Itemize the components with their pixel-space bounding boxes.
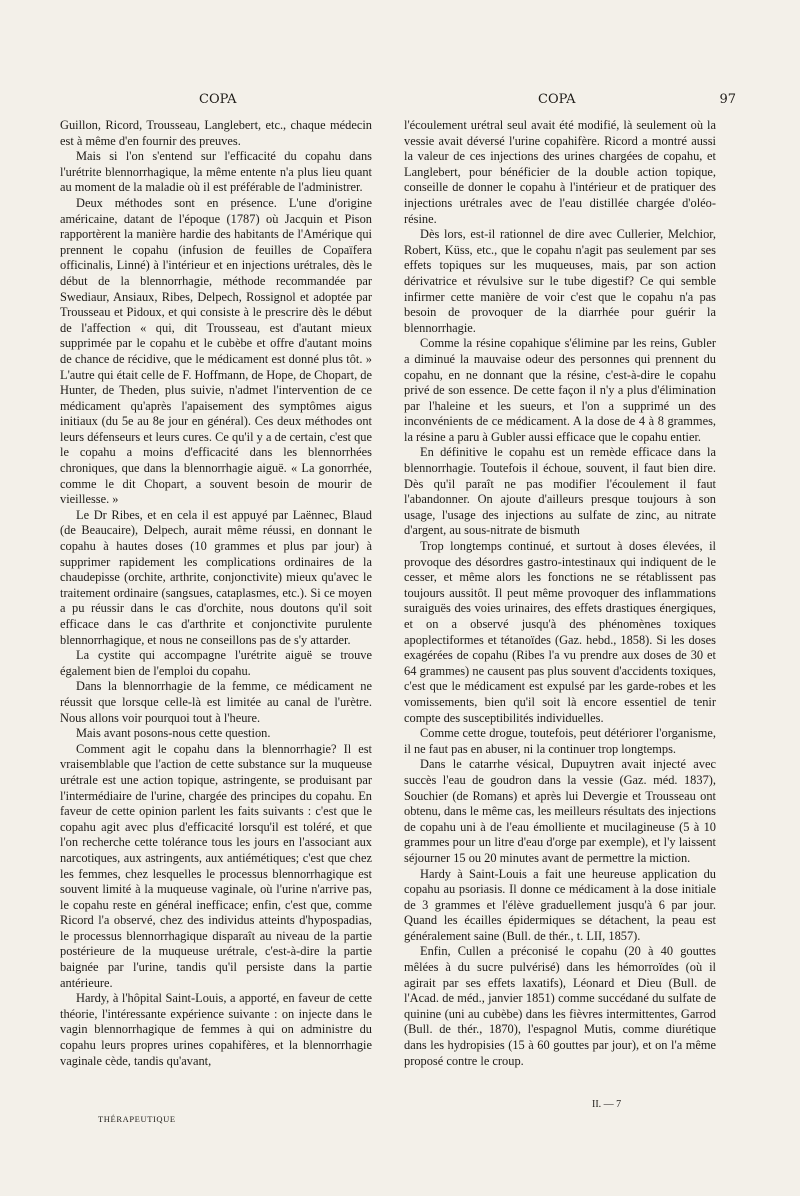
paragraph: Comme cette drogue, toutefois, peut détériorer l'organisme, il ne faut pas en abuser, ni la continuer trop longtemps.	[404, 726, 716, 756]
paragraph: La cystite qui accompagne l'urétrite aiguë se trouve également bien de l'emploi du copahu.	[60, 648, 372, 678]
paragraph: Dans le catarrhe vésical, Dupuytren avait injecté avec succès l'eau de goudron dans la vessie (Gaz. méd. 1837), Souchier (de Romans) et après lui Devergie et Trousseau ont obtenu, dans le même cas, les meilleurs résultats des injections de copahu uni à de l'eau émolliente et mucilagineuse (5 à 10 grammes pour un litre d'eau d'orge par exemple), et l'y laissent séjourner 15 ou 20 minutes avant de permettre la miction.	[404, 757, 716, 865]
paragraph: Hardy, à l'hôpital Saint-Louis, a apporté, en faveur de cette théorie, l'intéressante expérience suivante : on injecte dans le vagin blennorrhagique de femmes à qui on administre du copahu leurs propres urines copahifères, et la blennorrhagie vaginale cède, tandis qu'avant,	[60, 991, 372, 1068]
paragraph: Comment agit le copahu dans la blennorrhagie? Il est vraisemblable que l'action de cette substance sur la muqueuse urétrale est une action topique, astringente, se produisant par l'intermédiaire de l'urine, chargée des principes du copahu. En faveur de cette opinion parlent les faits suivants : c'est que le copahu agit avec plus d'efficacité lorsqu'il est toléré, et que l'on recherche cette tolérance tous les jours en l'associant aux narcotiques, aux astringents, aux antiémétiques; c'est que chez les femmes, chez lesquelles le processus blennorrhagique est souvent limité à la muqueuse vaginale, où l'urine n'arrive pas, le copahu reste en général inefficace; enfin, c'est que, comme Ricord l'a observé, chez des individus atteints d'hypospadias, le processus blennorrhagique disparaît au niveau de la partie postérieure de la muqueuse urétrale, c'est-à-dire la partie baignée par l'urine, tandis qu'il persiste dans la partie antérieure.	[60, 741, 372, 990]
header-left-title: COPA	[199, 92, 237, 107]
paragraph: l'écoulement urétral seul avait été modifié, là seulement où la vessie avait déversé l'urine copahifère. Ricord a montré aussi la valeur de ces injections des urines chargées de copahu, et Langlebert, pour bénéficier de la double action topique, conseille de donner le copahu à l'intérieur et de pratiquer des injections urétrales avec de l'eau distillée chargée d'oléo-résine.	[404, 118, 716, 226]
paragraph: Trop longtemps continué, et surtout à doses élevées, il provoque des désordres gastro-intestinaux qui indiquent de le cesser, et même alors les fonctions ne se rétablissent pas toujours aussitôt. Il peut même provoquer des inflammations suraiguës des voies urinaires, des effets drastiques énergiques, et on a observé jusqu'à des phénomènes toxiques apoplectiformes et tétanoïdes (Gaz. hebd., 1858). Si les doses exagérées de copahu (Ribes l'a vu prendre aux doses de 30 et 64 grammes) ne causent pas plus souvent d'accidents toxiques, c'est que le médicament est expulsé par les garde-robes et les vomissements, bien qu'il soit là encore essentiel de tenir compte des susceptibilités individuelles.	[404, 539, 716, 725]
paragraph: En définitive le copahu est un remède efficace dans la blennorrhagie. Toutefois il échoue, souvent, il faut bien dire. Dès qu'il paraît ne pas modifier l'écoulement il faut l'abandonner. On ajoute d'ailleurs presque toujours à son usage, l'usage des injections au sulfate de zinc, au nitrate d'argent, au sous-nitrate de bismuth	[404, 445, 716, 538]
paragraph: Deux méthodes sont en présence. L'une d'origine américaine, datant de l'époque (1787) où Jacquin et Pison rapportèrent la manière hardie des habitants de l'Amérique qui prennent le copahu (infusion de feuilles de Copaïfera officinalis, Linné) à l'intérieur et en injections urétrales, dès le début de la blennorrhagie, méthode recommandée par Swediaur, Ansiaux, Ribes, Delpech, Rossignol et adoptée par Trousseau et Pidoux, et qui consiste à le prescrire dès le début de l'affection « qui, dit Trousseau, est d'autant mieux supprimée par le copahu et le cubèbe et offre d'autant moins de chance de récidive, que le médicament est donné plus tôt. » L'autre qui était celle de F. Hoffmann, de Hope, de Chopart, de Hunter, de Theden, plus suivie, n'admet l'intervention de ce médicament qu'après l'apaisement des symptômes aigus initiaux (du 5e au 8e jour en général). Ces deux méthodes ont leurs défenseurs et leurs cures. Ce qu'il y a de certain, c'est que le copahu a moins d'efficacité dans les blennorrhées chroniques, que dans la blennorrhagie aiguë. « La gonorrhée, comme le dit Chopart, a souvent besoin de mourir de vieillesse. »	[60, 195, 372, 507]
paragraph: Hardy à Saint-Louis a fait une heureuse application du copahu au psoriasis. Il donne ce médicament à la dose initiale de 3 grammes et l'élève graduellement jusqu'à 6 par jour. Quand les écailles épidermiques se détachent, la peau est généralement saine (Bull. de thér., t. LII, 1857).	[404, 866, 716, 943]
paragraph: Enfin, Cullen a préconisé le copahu (20 à 40 gouttes mêlées à du sucre pulvérisé) dans les hémorroïdes (où il agirait par ses effets laxatifs), Léonard et Dieu (Bull. de l'Acad. de méd., janvier 1851) comme succédané du sulfate de quinine (uni au cubèbe) dans les fièvres intermittentes, Garrod (Bull. de thér., 1870), l'espagnol Mutis, comme diurétique dans les hydropisies (15 à 60 gouttes par jour), et on l'a même proposé contre le croup.	[404, 944, 716, 1068]
footer-section-title: THÉRAPEUTIQUE	[98, 1114, 176, 1124]
paragraph: Guillon, Ricord, Trousseau, Langlebert, etc., chaque médecin est à même d'en fournir des preuves.	[60, 118, 372, 148]
paragraph: Le Dr Ribes, et en cela il est appuyé par Laënnec, Blaud (de Beaucaire), Delpech, aurait même réussi, en donnant le copahu à hautes doses (10 grammes et plus par jour) à supprimer rapidement les complications ordinaires de la chaudepisse (orchite, arthrite, conjonctivite) mieux qu'avec le traitement ordinaire (sangsues, cataplasmes, etc.). Si ce moyen a pu réussir dans le cas d'orchite, nous doutons qu'il soit efficace dans le cas d'arthrite et conjonctivite purulente blennorrhagique, et nous ne conseillons pas de s'y attarder.	[60, 507, 372, 647]
page-number: 97	[719, 92, 736, 107]
paragraph: Comme la résine copahique s'élimine par les reins, Gubler a diminué la mauvaise odeur des personnes qui prennent du copahu, en ne donnant que la résine, c'est-à-dire le copahu privé de son essence. De cette façon il n'y a plus d'élimination par l'haleine et les sueurs, et l'on a supprimé un des inconvénients de ce médicament. A la dose de 4 à 8 grammes, la résine a paru à Gubler aussi efficace que le copahu entier.	[404, 336, 716, 444]
paragraph: Mais si l'on s'entend sur l'efficacité du copahu dans l'urétrite blennorrhagique, la même entente n'a plus lieu quant au moment de la maladie où il est préférable de l'administrer.	[60, 149, 372, 195]
right-column	[404, 118, 716, 1069]
header-right-title: COPA	[538, 92, 576, 107]
paragraph: Dès lors, est-il rationnel de dire avec Cullerier, Melchior, Robert, Küss, etc., que le copahu n'agit pas seulement par ses effets topiques sur les muqueuses, mais, par son action dérivatrice et révulsive sur le tube digestif? Ce qui semble infirmer cette manière de voir c'est que le copahu n'a pas besoin de provoquer de la diarrhée pour guérir la blennorrhagie.	[404, 227, 716, 335]
footer-signature-mark: II. — 7	[592, 1099, 622, 1110]
paragraph: Mais avant posons-nous cette question.	[76, 726, 271, 741]
running-header	[60, 92, 740, 112]
paragraph: Dans la blennorrhagie de la femme, ce médicament ne réussit que lorsque celle-là est limitée au canal de l'urètre. Nous allons voir pourquoi tout à l'heure.	[60, 679, 372, 725]
left-column	[60, 118, 372, 1069]
